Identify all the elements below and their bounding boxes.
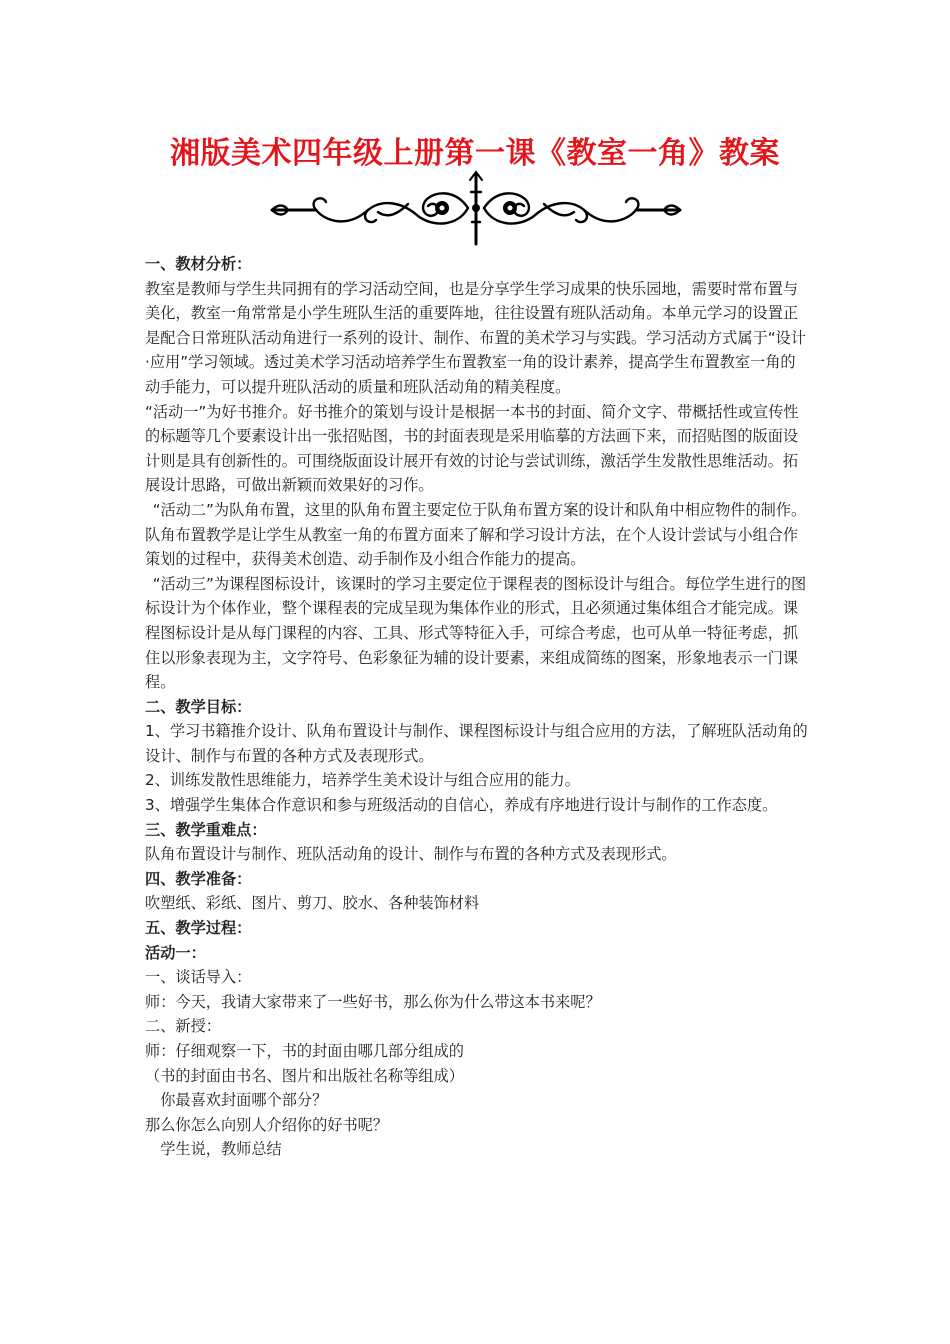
activity-two-paragraph: “活动二”为队角布置，这里的队角布置主要定位于队角布置方案的设计和队角中相应物件的制作。队角布置教学是让学生从教室一角的布置方面来了解和学习设计方法，在个人设计尝试与小组合作策划的过程中，获得美术创造、动手制作及小组合作能力的提高。 (145, 500, 807, 569)
activity-three-paragraph: “活动三”为课程图标设计，该课时的学习主要定位于课程表的图标设计与组合。每位学生进行的图标设计为个体作业，整个课程表的完成呈现为集体作业的形式，且必须通过集体组合才能完成。课程图标设计是从每门课程的内容、工具、形式等特征入手，可综合考虑，也可从单一特征考虑，抓住以形象表现为主，文字符号、色彩象征为辅的设计要素，来组成简练的图案，形象地表示一门课程。 (145, 574, 807, 692)
process-line: 学生说，教师总结 (160, 1140, 282, 1159)
section-heading-process: 五、教学过程： (145, 919, 252, 938)
process-line: 师：仔细观察一下，书的封面由哪几部分组成的 (145, 1042, 464, 1060)
key-points-text: 队角布置设计与制作、班队活动角的设计、制作与布置的各种方式及表现形式。 (145, 845, 677, 864)
goal-item: 3、增强学生集体合作意识和参与班级活动的自信心，养成有序地进行设计与制作的工作态度。 (145, 796, 778, 815)
ornamental-divider-icon (268, 170, 684, 248)
section-heading-goals: 二、教学目标： (145, 697, 252, 716)
process-step: 二、新授： (145, 1017, 221, 1036)
process-line: （书的封面由书名、图片和出版社名称等组成） (145, 1066, 464, 1085)
activity-label: 活动一： (145, 943, 206, 962)
document-body (145, 252, 810, 1162)
process-line: 那么你怎么向别人介绍你的好书呢？ (145, 1115, 388, 1134)
process-line: 你最喜欢封面哪个部分？ (160, 1091, 328, 1110)
section-heading-key-points: 三、教学重难点： (145, 820, 267, 839)
section-heading-analysis: 一、教材分析： (145, 255, 252, 273)
section-heading-preparation: 四、教学准备： (145, 869, 252, 888)
preparation-text: 吹塑纸、彩纸、图片、剪刀、胶水、各种装饰材料 (145, 894, 480, 913)
goal-item: 1、学习书籍推介设计、队角布置设计与制作、课程图标设计与组合应用的方法，了解班队活动角的设计、制作与布置的各种方式及表现形式。 (145, 722, 808, 765)
goal-item: 2、训练发散性思维能力，培养学生美术设计与组合应用的能力。 (145, 771, 580, 790)
document-title: 湘版美术四年级上册第一课《教室一角》教案 (170, 136, 780, 171)
activity-one-paragraph: “活动一”为好书推介。好书推介的策划与设计是根据一本书的封面、简介文字、带概括性或宣传性的标题等几个要素设计出一张招贴图，书的封面表现是采用临摹的方法画下来，而招贴图的版面设计则是具有创新性的。可围绕版面设计展开有效的讨论与尝试训练，激活学生发散性思维活动。拓展设计思路，可做出新颖而效果好的习作。 (145, 402, 799, 495)
analysis-paragraph: 教室是教师与学生共同拥有的学习活动空间，也是分享学生学习成果的快乐园地，需要时常布置与美化，教室一角常常是小学生班队生活的重要阵地，往往设置有班队活动角。本单元学习的设置正是配合日常班队活动角进行一系列的设计、制作、布置的美术学习与实践。学习活动方式属于“设计·应用”学习领域。透过美术学习活动培养学生布置教室一角的设计素养，提高学生布置教室一角的动手能力，可以提升班队活动的质量和班队活动角的精美程度。 (145, 279, 806, 396)
process-step: 一、谈话导入： (145, 968, 252, 987)
process-line: 师：今天，我请大家带来了一些好书，那么你为什么带这本书来呢？ (145, 992, 601, 1011)
